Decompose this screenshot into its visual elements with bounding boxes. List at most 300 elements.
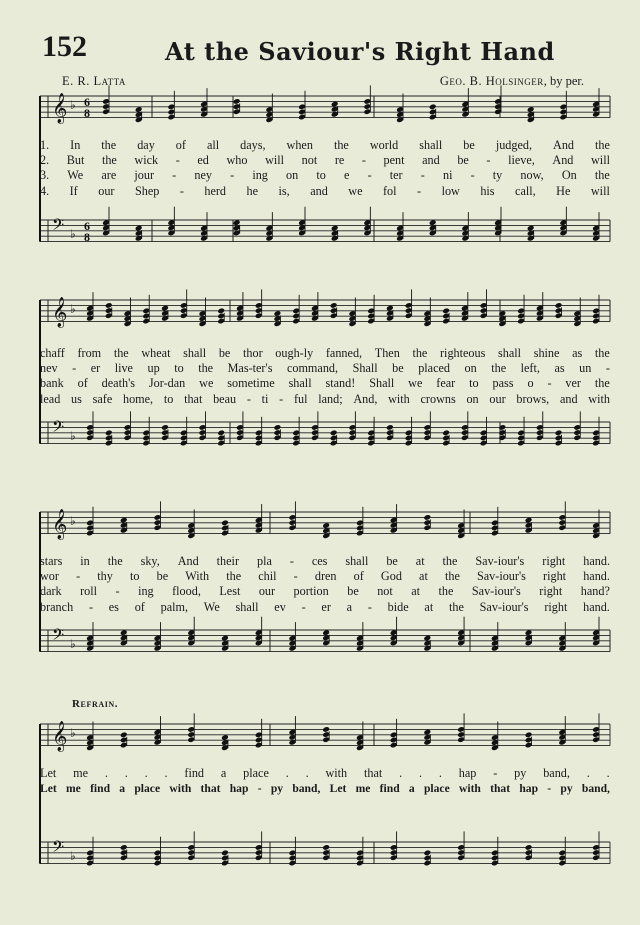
lyric-syllable: 3. [40, 168, 50, 183]
lyric-syllable: be [386, 554, 398, 568]
lyric-syllable: lead [40, 391, 61, 406]
lyric-syllable: ney [194, 168, 212, 183]
lyric-syllable: herd [204, 183, 227, 198]
lyric-syllable: God [380, 569, 402, 584]
lyric-syllable: hand. [583, 569, 610, 584]
lyric-syllable: ty [492, 168, 503, 183]
lyric-syllable: - [301, 599, 306, 614]
lyric-syllable: stars [40, 554, 63, 568]
refrain-line-1 [40, 766, 610, 781]
lyric-syllable: 2. [40, 153, 50, 168]
lyrics-block [40, 138, 610, 199]
lyric-syllable: ed [197, 153, 209, 168]
lyric-syllable: to [316, 168, 326, 183]
lyric-syllable: the [198, 361, 214, 376]
music-system-2 [40, 292, 610, 472]
key-flat-icon: ♭ [70, 514, 76, 528]
lyric-syllable: as [554, 361, 565, 376]
lyric-syllable: of [353, 569, 364, 584]
lyric-syllable: . [124, 766, 128, 780]
lyric-syllable: in [80, 554, 90, 568]
bass-clef-icon: 𝄢 [52, 626, 65, 648]
lyric-syllable: he [246, 183, 259, 198]
lyric-syllable: judged, [495, 138, 533, 152]
lyric-syllable: place [423, 782, 450, 796]
lyric-verse-3 [40, 168, 610, 183]
lyric-syllable: bank [40, 376, 64, 391]
lyric-syllable: to [469, 376, 479, 391]
composer-note: , by per. [543, 74, 584, 88]
lyric-verse-2 [40, 361, 610, 376]
lyric-verse-2 [40, 153, 610, 168]
lyric-syllable: with [458, 782, 481, 796]
treble-clef-icon: 𝄞 [52, 93, 68, 124]
lyric-syllable: shall [345, 554, 369, 568]
lyric-syllable: shall [288, 376, 312, 391]
lyric-syllable: not [301, 153, 318, 168]
lyric-syllable: band, [581, 782, 610, 796]
lyric-syllable: sometime [227, 376, 275, 391]
lyric-syllable: the [594, 346, 610, 360]
lyric-verse-2 [40, 569, 610, 584]
lyric-syllable: And [553, 138, 575, 152]
lyric-syllable: the [113, 346, 129, 360]
treble-clef-icon: 𝄞 [52, 297, 68, 328]
lyric-syllable: bide [387, 599, 409, 614]
key-flat-icon: ♭ [70, 637, 76, 651]
lyric-syllable: jour [134, 168, 155, 183]
time-signature-bottom: 8 [84, 106, 90, 120]
lyric-syllable: and [310, 183, 328, 198]
lyric-syllable: ing [138, 584, 154, 599]
lyric-syllable: and [422, 153, 440, 168]
lyric-syllable: our [258, 584, 276, 599]
lyric-syllable: brows, [516, 391, 550, 406]
lyric-syllable: the [448, 599, 464, 614]
lyric-syllable: to [129, 569, 140, 584]
lyric-syllable: the [438, 584, 454, 599]
lyric-syllable: to [163, 391, 174, 406]
lyric-syllable: low [441, 183, 460, 198]
lyrics-block [40, 766, 610, 796]
lyric-syllable: the [412, 346, 428, 360]
lyric-syllable: And [177, 554, 199, 568]
lyric-syllable: the [491, 361, 507, 376]
lyric-syllable: Sav-iour's [471, 584, 521, 599]
lyric-syllable: band, [292, 782, 321, 796]
staff-notation [40, 712, 610, 912]
lyric-syllable: the [101, 153, 117, 168]
lyric-syllable: But [66, 153, 85, 168]
lyric-syllable: the [442, 554, 458, 568]
lyric-syllable: - [367, 168, 372, 183]
lyric-syllable: On [561, 168, 577, 183]
lyric-syllable: ev [274, 599, 286, 614]
lyric-syllable: be [218, 346, 231, 360]
lyric-syllable: - [115, 584, 120, 599]
lyric-syllable: ver [565, 376, 581, 391]
lyric-syllable: day [137, 138, 155, 152]
lyric-syllable: pent [383, 153, 405, 168]
lyric-syllable: - [293, 569, 298, 584]
lyric-syllable: roll [80, 584, 98, 599]
lyric-syllable: - [367, 599, 372, 614]
lyric-syllable: righteous [440, 346, 486, 360]
lyric-syllable: Shall [369, 376, 395, 391]
lyric-syllable: of [77, 376, 88, 391]
lyric-syllable: that [200, 782, 221, 796]
lyric-syllable: - [246, 391, 251, 406]
lyric-syllable: Sav-iour's [475, 554, 525, 568]
lyric-syllable: band, [543, 766, 570, 780]
lyric-syllable: pla [256, 554, 272, 568]
lyric-syllable: 1. [40, 138, 50, 152]
lyric-syllable: all [206, 138, 220, 152]
lyric-syllable: be [457, 153, 469, 168]
lyric-syllable: that [364, 766, 383, 780]
lyric-syllable: right [544, 599, 568, 614]
lyric-syllable: at [419, 569, 428, 584]
lyric-syllable: lieve, [508, 153, 535, 168]
lyric-syllable: Shall [352, 361, 378, 376]
refrain-line-2 [40, 781, 610, 796]
lyric-syllable: . [285, 766, 289, 780]
lyric-syllable: will [591, 153, 610, 168]
lyric-syllable: shall [419, 138, 443, 152]
lyric-syllable: the [594, 168, 610, 183]
key-flat-icon: ♭ [70, 429, 76, 443]
time-signature-top: 6 [84, 219, 90, 233]
lyric-syllable: not [377, 584, 393, 599]
lyric-syllable: thor [243, 346, 263, 360]
lyric-syllable: chil [258, 569, 277, 584]
lyric-syllable: - [470, 168, 475, 183]
lyric-syllable: - [230, 168, 235, 183]
lyric-syllable: hand. [583, 554, 610, 568]
lyric-verse-1 [40, 346, 610, 361]
lyric-syllable: palm, [160, 599, 189, 614]
lyric-verse-3 [40, 584, 610, 599]
lyric-syllable: Then [374, 346, 400, 360]
lyric-syllable: py [514, 766, 527, 780]
lyric-syllable: me [66, 782, 81, 796]
key-flat-icon: ♭ [70, 849, 76, 863]
lyric-syllable: the [595, 138, 610, 152]
lyric-syllable: fol [382, 183, 397, 198]
lyric-syllable: that [490, 782, 511, 796]
lyric-verse-4 [40, 600, 610, 615]
lyric-syllable: ful [293, 391, 308, 406]
lyric-verse-3 [40, 376, 610, 391]
lyric-syllable: er [321, 599, 331, 614]
lyric-syllable: crowns [420, 391, 456, 406]
lyric-syllable: be [392, 361, 404, 376]
lyric-syllable: sky, [140, 554, 160, 568]
lyric-syllable: shall [235, 599, 259, 614]
bass-clef-icon: 𝄢 [52, 216, 65, 238]
lyric-syllable: with [388, 391, 410, 406]
lyric-syllable: ter [389, 168, 403, 183]
lyric-syllable: with [588, 391, 610, 406]
lyric-syllable: Sav-iour's [479, 599, 529, 614]
lyric-verse-1 [40, 138, 610, 153]
lyric-syllable: land; [318, 391, 343, 406]
lyric-syllable: - [420, 168, 425, 183]
lyric-syllable: - [361, 153, 366, 168]
time-signature-top: 6 [84, 95, 90, 109]
lyric-syllable: will [265, 153, 285, 168]
lyric-syllable: are [101, 168, 117, 183]
lyric-syllable: We [67, 168, 84, 183]
lyric-syllable: is, [278, 183, 290, 198]
lyric-syllable: days, [240, 138, 266, 152]
lyric-syllable: hap [519, 782, 539, 796]
lyric-syllable: In [70, 138, 81, 152]
lyric-syllable: up [147, 361, 160, 376]
lyric-syllable: - [88, 599, 93, 614]
lyric-syllable: of [134, 599, 145, 614]
lyric-syllable: at [411, 584, 421, 599]
lyric-syllable: fanned, [325, 346, 363, 360]
lyric-syllable: as [572, 346, 583, 360]
lyric-syllable: es [108, 599, 119, 614]
lyric-syllable: of [175, 138, 186, 152]
lyric-syllable: - [605, 361, 610, 376]
lyric-syllable: Let [329, 782, 347, 796]
lyric-syllable: be [463, 138, 475, 152]
lyric-syllable: wor [40, 569, 59, 584]
treble-clef-icon: 𝄞 [52, 509, 68, 540]
lyric-syllable: hap [229, 782, 249, 796]
lyric-syllable: ough-ly [275, 346, 314, 360]
lyric-syllable: - [417, 183, 422, 198]
lyric-syllable: Jor-dan [148, 376, 186, 391]
lyric-syllable: ti [261, 391, 269, 406]
lyric-syllable: thy [97, 569, 113, 584]
hymn-number: 152 [42, 30, 87, 63]
lyric-syllable: be [156, 569, 169, 584]
lyric-syllable: on [464, 361, 477, 376]
time-signature-bottom: 8 [84, 230, 90, 244]
lyric-syllable: . [586, 766, 590, 780]
lyric-syllable: stand! [325, 376, 356, 391]
lyric-syllable: that [184, 391, 203, 406]
lyric-syllable: and [559, 391, 578, 406]
bass-clef-icon: 𝄢 [52, 838, 65, 860]
lyric-syllable: - [175, 153, 180, 168]
lyric-syllable: - [279, 391, 284, 406]
lyric-syllable: with [325, 766, 348, 780]
lyric-syllable: who [226, 153, 248, 168]
lyric-verse-4 [40, 392, 610, 407]
music-system-3 [40, 500, 610, 690]
lyric-syllable: the [226, 569, 242, 584]
lyric-syllable: . [144, 766, 148, 780]
hymn-title: At the Saviour's Right Hand [165, 37, 555, 66]
lyric-verse-4 [40, 184, 610, 199]
lyric-syllable: right [542, 554, 566, 568]
lyrics-block [40, 346, 610, 407]
lyric-syllable: With [185, 569, 210, 584]
lyric-syllable: chaff [40, 346, 65, 360]
lyric-syllable: hap [458, 766, 477, 780]
lyric-syllable: hand. [583, 599, 610, 614]
key-flat-icon: ♭ [70, 227, 76, 241]
lyric-syllable: And, [353, 391, 378, 406]
lyric-syllable: Shep [134, 183, 160, 198]
lyric-syllable: placed [418, 361, 450, 376]
lyric-syllable: dren [314, 569, 337, 584]
lyric-syllable: flood, [172, 584, 201, 599]
lyric-syllable: place [134, 782, 161, 796]
lyric-syllable: a [346, 599, 353, 614]
lyric-syllable: - [486, 153, 491, 168]
lyric-syllable: at [424, 599, 434, 614]
lyric-syllable: - [493, 766, 498, 780]
lyric-syllable: Sav-iour's [476, 569, 526, 584]
lyric-syllable: - [289, 554, 294, 568]
lyric-syllable: the [107, 554, 123, 568]
lyric-syllable: ni [442, 168, 453, 183]
lyric-syllable: He [556, 183, 571, 198]
lyric-syllable: un [579, 361, 592, 376]
lyric-syllable: left, [520, 361, 540, 376]
lyric-syllable: their [216, 554, 240, 568]
lyric-syllable: call, [515, 183, 536, 198]
lyric-syllable: me [355, 782, 371, 796]
lyric-syllable: be [347, 584, 359, 599]
lyric-syllable: e [344, 168, 350, 183]
lyric-syllable: pass [492, 376, 514, 391]
lyric-syllable: us [71, 391, 82, 406]
music-system-1 [40, 90, 610, 280]
lyric-syllable: find [90, 782, 111, 796]
lyric-syllable: Lest [219, 584, 241, 599]
lyric-syllable: to [174, 361, 184, 376]
refrain-label: Refrain. [72, 698, 119, 710]
lyric-syllable: the [594, 376, 610, 391]
lyric-syllable: shine [533, 346, 560, 360]
lyric-syllable: . [606, 766, 610, 780]
lyric-syllable: the [444, 569, 460, 584]
lyric-syllable: - [172, 168, 177, 183]
lyric-syllable: . [399, 766, 403, 780]
lyric-syllable: with [169, 782, 192, 796]
bass-clef-icon: 𝄢 [52, 418, 65, 440]
lyric-syllable: our [489, 391, 506, 406]
lyric-syllable: . [104, 766, 108, 780]
lyric-syllable: - [257, 782, 262, 796]
lyric-syllable: - [76, 569, 81, 584]
lyric-syllable: re [334, 153, 345, 168]
lyric-syllable: a [220, 766, 227, 780]
lyric-syllable: at [415, 554, 425, 568]
lyric-syllable: o [527, 376, 534, 391]
lyric-syllable: Let [40, 766, 57, 780]
lyric-syllable: dark [40, 584, 62, 599]
lyric-syllable: beau [213, 391, 237, 406]
lyric-syllable: on [286, 168, 299, 183]
lyric-verse-1 [40, 554, 610, 569]
key-flat-icon: ♭ [70, 98, 76, 112]
lyric-syllable: If [69, 183, 78, 198]
lyric-syllable: command, [286, 361, 339, 376]
lyric-syllable: hand? [580, 584, 610, 599]
lyric-syllable: fear [436, 376, 456, 391]
lyric-syllable: Let [40, 782, 57, 796]
lyric-syllable: safe [92, 391, 113, 406]
lyric-syllable: ces [311, 554, 328, 568]
lyric-syllable: the [101, 138, 117, 152]
lyric-syllable: right [543, 569, 567, 584]
treble-clef-icon: 𝄞 [52, 721, 68, 752]
lyric-syllable: we [408, 376, 423, 391]
lyric-syllable: . [438, 766, 442, 780]
lyric-syllable: we [199, 376, 214, 391]
lyric-syllable: . [164, 766, 168, 780]
composer-credit [440, 74, 584, 89]
lyric-syllable: a [408, 782, 415, 796]
lyric-syllable: from [77, 346, 102, 360]
lyric-syllable: py [270, 782, 284, 796]
lyric-syllable: - [547, 376, 552, 391]
lyric-syllable: - [179, 183, 184, 198]
composer-name: Geo. B. Holsinger [439, 74, 544, 88]
lyric-syllable: - [547, 782, 552, 796]
lyric-syllable: will [590, 183, 610, 198]
author-credit: E. R. Latta [62, 74, 126, 88]
lyric-syllable: py [560, 782, 573, 796]
lyric-syllable: live [114, 361, 133, 376]
lyric-syllable: when [286, 138, 313, 152]
lyric-syllable: his [480, 183, 495, 198]
lyric-syllable: shall [498, 346, 522, 360]
lyric-syllable: We [203, 599, 220, 614]
lyric-syllable: wick [134, 153, 159, 168]
lyric-syllable: right [539, 584, 563, 599]
lyric-syllable: we [348, 183, 363, 198]
lyric-syllable: 4. [40, 183, 50, 198]
lyric-syllable: now, [520, 168, 544, 183]
lyric-syllable: - [72, 361, 77, 376]
lyric-syllable: wheat [141, 346, 171, 360]
key-flat-icon: ♭ [70, 302, 76, 316]
lyric-syllable: shall [183, 346, 207, 360]
lyric-syllable: death's [101, 376, 136, 391]
lyric-syllable: . [305, 766, 309, 780]
lyric-syllable: nev [40, 361, 58, 376]
lyric-syllable: find [184, 766, 205, 780]
lyric-syllable: And [552, 153, 574, 168]
music-system-refrain [40, 712, 610, 912]
lyric-syllable: er [90, 361, 101, 376]
lyric-syllable: portion [293, 584, 329, 599]
lyric-syllable: on [466, 391, 479, 406]
lyric-syllable: place [243, 766, 269, 780]
lyric-syllable: a [119, 782, 126, 796]
lyric-syllable: find [379, 782, 400, 796]
lyric-syllable: Mas-ter's [227, 361, 273, 376]
lyric-syllable: me [73, 766, 88, 780]
lyric-syllable: world [369, 138, 399, 152]
key-flat-icon: ♭ [70, 726, 76, 740]
lyric-syllable: our [98, 183, 115, 198]
lyric-syllable: . [419, 766, 423, 780]
lyric-syllable: the [333, 138, 349, 152]
lyric-syllable: branch [40, 599, 74, 614]
lyrics-block [40, 554, 610, 615]
lyric-syllable: home, [122, 391, 154, 406]
